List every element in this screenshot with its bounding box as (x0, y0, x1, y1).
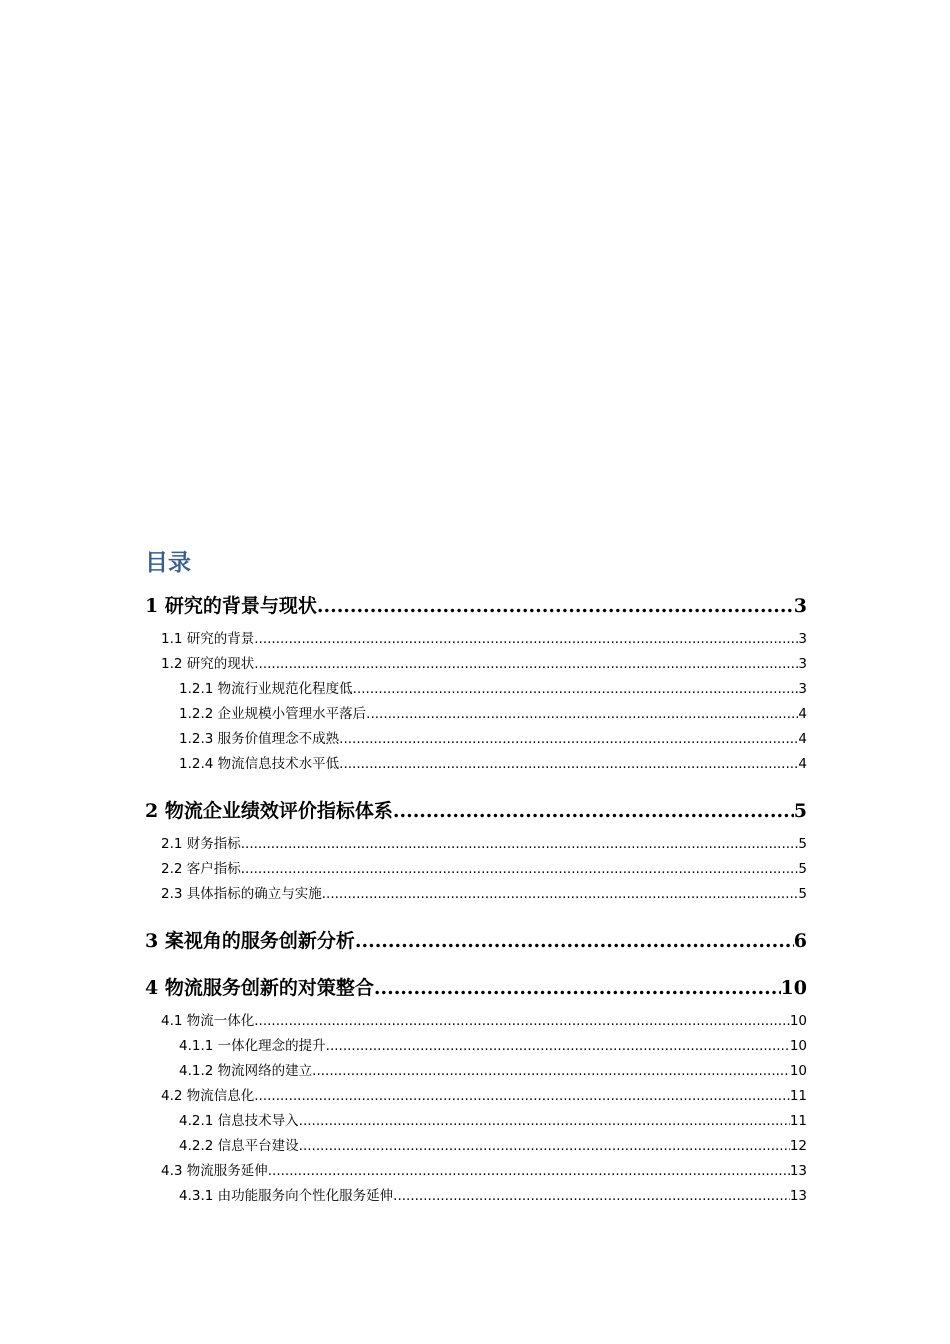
toc-leader-dots (312, 1059, 790, 1084)
toc-entry-page-number: 5 (798, 836, 807, 852)
toc-entry-label: 4 物流服务创新的对策整合 (145, 977, 374, 999)
toc-entry-page-number: 10 (789, 1038, 807, 1054)
toc-entry-level-1[interactable] (145, 928, 807, 954)
toc-entry-page-number: 4 (798, 731, 807, 747)
toc-entry-page-number: 11 (789, 1113, 807, 1129)
toc-entry-level-2[interactable] (145, 627, 807, 652)
toc-entry-level-2[interactable] (145, 1084, 807, 1109)
toc-entry-page-number: 5 (798, 861, 807, 877)
toc-entry-page-number: 10 (780, 977, 807, 999)
toc-entry-page-number: 6 (793, 930, 807, 952)
toc-entry-level-1[interactable] (145, 593, 807, 619)
toc-entry-level-2[interactable] (145, 1009, 807, 1034)
toc-entry-level-3[interactable] (145, 1059, 807, 1084)
toc-entry-page-number: 11 (789, 1088, 807, 1104)
toc-entries (145, 593, 807, 1209)
toc-entry-level-3[interactable] (145, 1184, 807, 1209)
toc-entry-label: 4.2 物流信息化 (161, 1088, 255, 1104)
toc-leader-dots (374, 975, 781, 1001)
toc-entry-label: 1 研究的背景与现状 (145, 595, 317, 617)
toc-leader-dots (322, 882, 799, 907)
toc-entry-label: 2.3 具体指标的确立与实施 (161, 886, 322, 902)
toc-entry-label: 4.2.1 信息技术导入 (179, 1113, 299, 1129)
toc-entry-level-3[interactable] (145, 1034, 807, 1059)
toc-entry-label: 2 物流企业绩效评价指标体系 (145, 800, 393, 822)
toc-leader-dots (254, 1009, 790, 1034)
toc-entry-level-2[interactable] (145, 832, 807, 857)
toc-leader-dots (241, 832, 799, 857)
toc-entry-level-3[interactable] (145, 727, 807, 752)
toc-entry-label: 4.2.2 信息平台建设 (179, 1138, 299, 1154)
toc-entry-label: 4.1.2 物流网络的建立 (179, 1063, 313, 1079)
toc-leader-dots (254, 652, 798, 677)
toc-entry-label: 4.3.1 由功能服务向个性化服务延伸 (179, 1188, 394, 1204)
toc-entry-level-3[interactable] (145, 1109, 807, 1134)
toc-leader-dots (355, 928, 794, 954)
toc-entry-label: 4.1.1 一体化理念的提升 (179, 1038, 326, 1054)
toc-entry-page-number: 3 (793, 595, 807, 617)
toc-entry-level-2[interactable] (145, 882, 807, 907)
toc-leader-dots (393, 1184, 790, 1209)
toc-entry-level-3[interactable] (145, 677, 807, 702)
toc-entry-label: 4.1 物流一体化 (161, 1013, 255, 1029)
toc-leader-dots (317, 593, 794, 619)
toc-leader-dots (299, 1109, 790, 1134)
toc-leader-dots (254, 1084, 790, 1109)
toc-entry-label: 1.2.3 服务价值理念不成熟 (179, 731, 340, 747)
toc-leader-dots (241, 857, 799, 882)
toc-entry-label: 4.3 物流服务延伸 (161, 1163, 268, 1179)
toc-entry-label: 2.1 财务指标 (161, 836, 241, 852)
toc-entry-label: 3 案视角的服务创新分析 (145, 930, 355, 952)
toc-entry-page-number: 3 (798, 681, 807, 697)
toc-entry-level-3[interactable] (145, 752, 807, 777)
toc-entry-label: 2.2 客户指标 (161, 861, 241, 877)
toc-entry-label: 1.1 研究的背景 (161, 631, 255, 647)
toc-entry-page-number: 3 (798, 631, 807, 647)
toc-entry-level-1[interactable] (145, 798, 807, 824)
toc-entry-level-1[interactable] (145, 975, 807, 1001)
toc-entry-level-2[interactable] (145, 652, 807, 677)
toc-entry-page-number: 4 (798, 706, 807, 722)
table-of-contents (145, 545, 807, 1209)
toc-entry-level-2[interactable] (145, 857, 807, 882)
toc-entry-level-3[interactable] (145, 702, 807, 727)
toc-entry-page-number: 5 (793, 800, 807, 822)
toc-entry-page-number: 10 (789, 1013, 807, 1029)
toc-entry-label: 1.2.2 企业规模小管理水平落后 (179, 706, 367, 722)
toc-entry-page-number: 12 (789, 1138, 807, 1154)
toc-leader-dots (366, 702, 798, 727)
toc-entry-label: 1.2.4 物流信息技术水平低 (179, 756, 340, 772)
toc-leader-dots (254, 627, 798, 652)
toc-entry-label: 1.2 研究的现状 (161, 656, 255, 672)
toc-entry-label: 1.2.1 物流行业规范化程度低 (179, 681, 353, 697)
toc-entry-page-number: 4 (798, 756, 807, 772)
toc-entry-page-number: 3 (798, 656, 807, 672)
toc-leader-dots (393, 798, 794, 824)
toc-entry-level-3[interactable] (145, 1134, 807, 1159)
toc-entry-page-number: 13 (789, 1188, 807, 1204)
toc-entry-page-number: 10 (789, 1063, 807, 1079)
toc-leader-dots (353, 677, 799, 702)
toc-leader-dots (339, 727, 798, 752)
toc-title: 目录 (145, 550, 191, 576)
toc-entry-page-number: 13 (789, 1163, 807, 1179)
toc-leader-dots (299, 1134, 790, 1159)
toc-entry-page-number: 5 (798, 886, 807, 902)
toc-leader-dots (268, 1159, 790, 1184)
toc-entry-level-2[interactable] (145, 1159, 807, 1184)
toc-leader-dots (326, 1034, 790, 1059)
toc-leader-dots (339, 752, 798, 777)
